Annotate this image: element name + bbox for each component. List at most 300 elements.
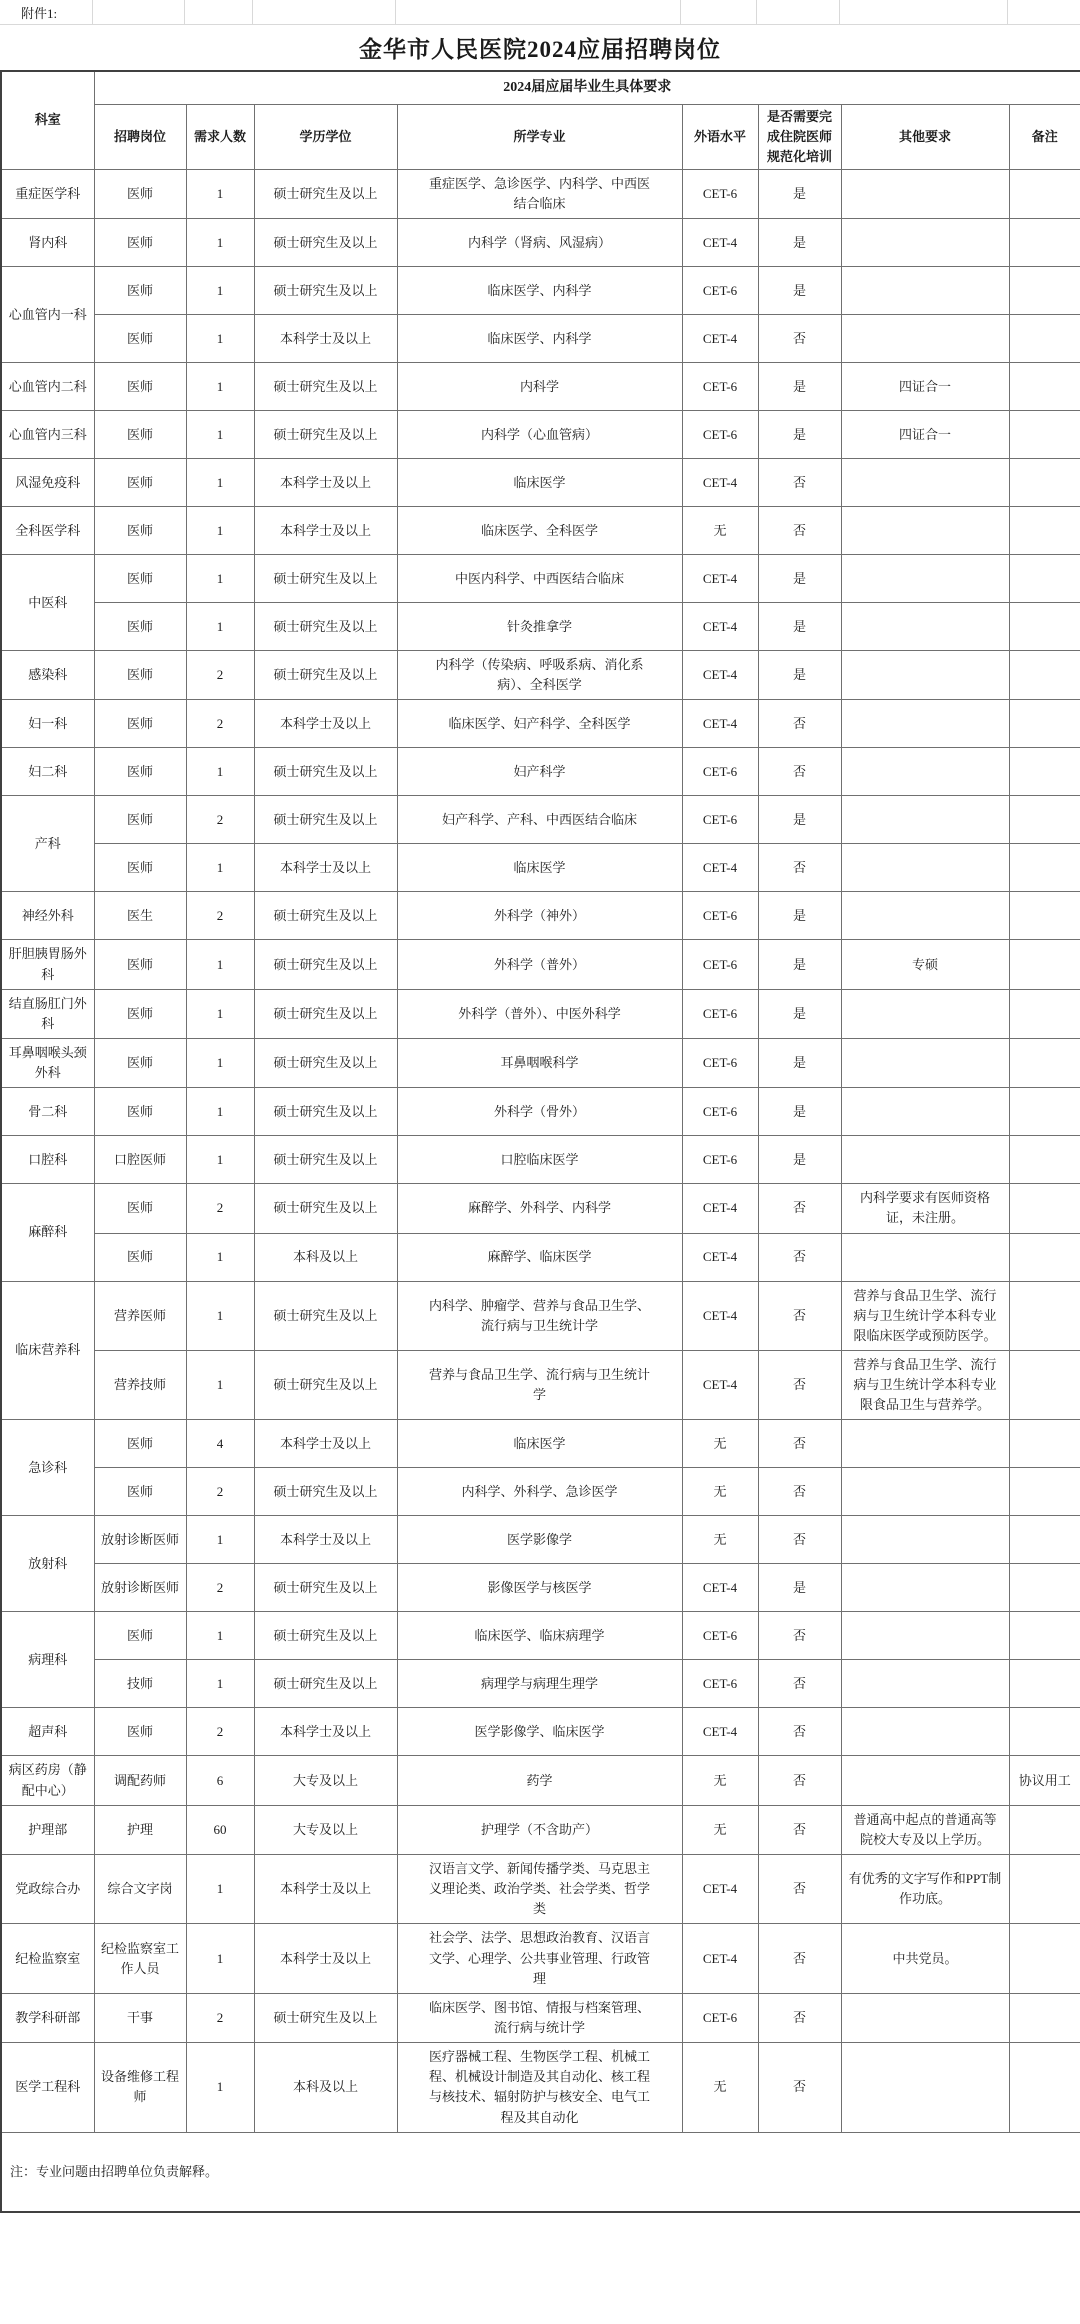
table-row	[1, 1855, 1080, 1924]
remark-cell	[1009, 1420, 1080, 1468]
count-cell: 1	[186, 1039, 254, 1088]
count-cell: 2	[186, 1564, 254, 1612]
major-cell: 临床医学、全科医学	[397, 507, 682, 555]
table-row	[1, 989, 1080, 1038]
table-row	[1, 411, 1080, 459]
language-cell: 无	[682, 1420, 758, 1468]
table-row	[1, 1184, 1080, 1233]
remark-cell	[1009, 1855, 1080, 1924]
count-cell: 2	[186, 796, 254, 844]
language-cell: CET-6	[682, 1088, 758, 1136]
major-cell: 内科学（肾病、风湿病）	[397, 219, 682, 267]
language-cell: CET-4	[682, 219, 758, 267]
other-cell	[841, 892, 1009, 940]
count-cell: 1	[186, 507, 254, 555]
position-cell: 医师	[94, 796, 186, 844]
degree-cell: 大专及以上	[254, 1805, 397, 1854]
degree-cell: 硕士研究生及以上	[254, 989, 397, 1038]
language-cell: CET-6	[682, 411, 758, 459]
degree-cell: 硕士研究生及以上	[254, 940, 397, 989]
remark-cell	[1009, 892, 1080, 940]
page-title: 金华市人民医院2024应届招聘岗位	[359, 37, 721, 62]
other-cell	[841, 844, 1009, 892]
count-cell: 1	[186, 1136, 254, 1184]
count-cell: 2	[186, 1184, 254, 1233]
dept-cell: 肾内科	[1, 219, 94, 267]
dept-cell: 风湿免疫科	[1, 459, 94, 507]
table-row	[1, 748, 1080, 796]
table-row	[1, 1756, 1080, 1805]
header-band: 2024届应届毕业生具体要求	[94, 71, 1080, 104]
position-cell: 医师	[94, 507, 186, 555]
language-cell: 无	[682, 1516, 758, 1564]
dept-cell: 医学工程科	[1, 2043, 94, 2133]
major-cell: 中医内科学、中西医结合临床	[397, 555, 682, 603]
other-cell: 普通高中起点的普通高等院校大专及以上学历。	[841, 1805, 1009, 1854]
major-cell: 针灸推拿学	[397, 603, 682, 651]
major-cell: 耳鼻咽喉科学	[397, 1039, 682, 1088]
language-cell: CET-4	[682, 1281, 758, 1350]
language-cell: CET-4	[682, 651, 758, 700]
residency-cell: 是	[758, 1039, 841, 1088]
degree-cell: 本科学士及以上	[254, 1708, 397, 1756]
major-cell: 内科学（心血管病）	[397, 411, 682, 459]
other-cell: 营养与食品卫生学、流行病与卫生统计学本科专业限临床医学或预防医学。	[841, 1281, 1009, 1350]
header-band-row	[1, 71, 1080, 104]
degree-cell: 硕士研究生及以上	[254, 1136, 397, 1184]
other-cell	[841, 1088, 1009, 1136]
degree-cell: 本科学士及以上	[254, 700, 397, 748]
remark-cell	[1009, 363, 1080, 411]
strip-cell	[396, 0, 681, 24]
dept-cell: 心血管内二科	[1, 363, 94, 411]
degree-cell: 硕士研究生及以上	[254, 1468, 397, 1516]
other-cell: 营养与食品卫生学、流行病与卫生统计学本科专业限食品卫生与营养学。	[841, 1351, 1009, 1420]
remark-cell	[1009, 1516, 1080, 1564]
count-cell: 1	[186, 1233, 254, 1281]
dept-cell: 妇一科	[1, 700, 94, 748]
position-cell: 医师	[94, 1420, 186, 1468]
dept-cell: 党政综合办	[1, 1855, 94, 1924]
residency-cell: 否	[758, 1184, 841, 1233]
language-cell: CET-4	[682, 1184, 758, 1233]
count-cell: 1	[186, 1516, 254, 1564]
degree-cell: 硕士研究生及以上	[254, 1564, 397, 1612]
residency-cell: 是	[758, 1088, 841, 1136]
language-cell: CET-4	[682, 700, 758, 748]
major-cell: 重症医学、急诊医学、内科学、中西医结合临床	[397, 169, 682, 218]
remark-cell	[1009, 507, 1080, 555]
major-cell: 外科学（普外）	[397, 940, 682, 989]
col-header-0: 招聘岗位	[94, 104, 186, 169]
remark-cell	[1009, 1708, 1080, 1756]
remark-cell	[1009, 1281, 1080, 1350]
table-row	[1, 1564, 1080, 1612]
count-cell: 2	[186, 1468, 254, 1516]
degree-cell: 硕士研究生及以上	[254, 1184, 397, 1233]
table-row	[1, 1660, 1080, 1708]
count-cell: 1	[186, 603, 254, 651]
remark-cell	[1009, 267, 1080, 315]
remark-cell	[1009, 844, 1080, 892]
residency-cell: 否	[758, 315, 841, 363]
other-cell	[841, 267, 1009, 315]
remark-cell	[1009, 1039, 1080, 1088]
remark-cell	[1009, 1233, 1080, 1281]
degree-cell: 本科学士及以上	[254, 1420, 397, 1468]
remark-cell	[1009, 1136, 1080, 1184]
position-cell: 医师	[94, 989, 186, 1038]
remark-cell	[1009, 989, 1080, 1038]
other-cell: 有优秀的文字写作和PPT制作功底。	[841, 1855, 1009, 1924]
other-cell	[841, 1516, 1009, 1564]
language-cell: 无	[682, 2043, 758, 2133]
table-row	[1, 267, 1080, 315]
remark-cell	[1009, 459, 1080, 507]
strip-cell	[757, 0, 840, 24]
other-cell	[841, 796, 1009, 844]
degree-cell: 硕士研究生及以上	[254, 219, 397, 267]
language-cell: CET-4	[682, 1351, 758, 1420]
table-body	[1, 169, 1080, 2132]
table-row	[1, 219, 1080, 267]
count-cell: 6	[186, 1756, 254, 1805]
dept-cell: 肝胆胰胃肠外科	[1, 940, 94, 989]
position-cell: 医师	[94, 363, 186, 411]
remark-cell	[1009, 1612, 1080, 1660]
residency-cell: 否	[758, 1924, 841, 1993]
residency-cell: 是	[758, 267, 841, 315]
degree-cell: 硕士研究生及以上	[254, 1281, 397, 1350]
residency-cell: 是	[758, 1564, 841, 1612]
count-cell: 1	[186, 1351, 254, 1420]
degree-cell: 本科学士及以上	[254, 315, 397, 363]
remark-cell	[1009, 1660, 1080, 1708]
table-row	[1, 651, 1080, 700]
degree-cell: 硕士研究生及以上	[254, 267, 397, 315]
remark-cell	[1009, 651, 1080, 700]
table-row	[1, 169, 1080, 218]
table-footer	[1, 2132, 1080, 2212]
position-cell: 医师	[94, 700, 186, 748]
major-cell: 病理学与病理生理学	[397, 1660, 682, 1708]
dept-cell: 耳鼻咽喉头颈外科	[1, 1039, 94, 1088]
position-cell: 护理	[94, 1805, 186, 1854]
other-cell	[841, 651, 1009, 700]
residency-cell: 是	[758, 555, 841, 603]
degree-cell: 硕士研究生及以上	[254, 1039, 397, 1088]
table-row	[1, 1136, 1080, 1184]
language-cell: CET-6	[682, 748, 758, 796]
residency-cell: 是	[758, 169, 841, 218]
table-row	[1, 1281, 1080, 1350]
major-cell: 外科学（骨外）	[397, 1088, 682, 1136]
other-cell	[841, 1564, 1009, 1612]
table-row	[1, 1088, 1080, 1136]
language-cell: CET-4	[682, 1924, 758, 1993]
residency-cell: 否	[758, 2043, 841, 2133]
degree-cell: 本科及以上	[254, 1233, 397, 1281]
residency-cell: 是	[758, 219, 841, 267]
position-cell: 放射诊断医师	[94, 1516, 186, 1564]
strip-cell	[93, 0, 185, 24]
position-cell: 放射诊断医师	[94, 1564, 186, 1612]
residency-cell: 否	[758, 700, 841, 748]
remark-cell	[1009, 1993, 1080, 2042]
other-cell: 四证合一	[841, 363, 1009, 411]
degree-cell: 硕士研究生及以上	[254, 1088, 397, 1136]
strip-cell	[840, 0, 1008, 24]
major-cell: 内科学、肿瘤学、营养与食品卫生学、流行病与卫生统计学	[397, 1281, 682, 1350]
position-cell: 医师	[94, 315, 186, 363]
count-cell: 1	[186, 2043, 254, 2133]
language-cell: CET-6	[682, 940, 758, 989]
position-cell: 医师	[94, 1184, 186, 1233]
residency-cell: 是	[758, 363, 841, 411]
language-cell: CET-6	[682, 267, 758, 315]
attachment-label: 附件1:	[0, 0, 93, 24]
language-cell: CET-4	[682, 315, 758, 363]
dept-cell: 重症医学科	[1, 169, 94, 218]
position-cell: 医师	[94, 1468, 186, 1516]
remark-cell	[1009, 1088, 1080, 1136]
other-cell	[841, 169, 1009, 218]
residency-cell: 否	[758, 1351, 841, 1420]
major-cell: 医疗器械工程、生物医学工程、机械工程、机械设计制造及其自动化、核工程与核技术、辐射防护与核安全、电气工程及其自动化	[397, 2043, 682, 2133]
other-cell	[841, 1708, 1009, 1756]
column-header-row	[1, 104, 1080, 169]
residency-cell: 否	[758, 1855, 841, 1924]
position-cell: 口腔医师	[94, 1136, 186, 1184]
position-cell: 医师	[94, 651, 186, 700]
residency-cell: 否	[758, 1805, 841, 1854]
remark-cell	[1009, 169, 1080, 218]
dept-cell: 骨二科	[1, 1088, 94, 1136]
col-header-3: 所学专业	[397, 104, 682, 169]
dept-cell: 口腔科	[1, 1136, 94, 1184]
residency-cell: 否	[758, 1516, 841, 1564]
degree-cell: 硕士研究生及以上	[254, 748, 397, 796]
strip-cell	[681, 0, 757, 24]
count-cell: 1	[186, 748, 254, 796]
table-row	[1, 507, 1080, 555]
position-cell: 医师	[94, 940, 186, 989]
table-row	[1, 555, 1080, 603]
remark-cell	[1009, 555, 1080, 603]
dept-cell: 神经外科	[1, 892, 94, 940]
table-row	[1, 1233, 1080, 1281]
degree-cell: 硕士研究生及以上	[254, 169, 397, 218]
table-row	[1, 1708, 1080, 1756]
count-cell: 2	[186, 1708, 254, 1756]
position-cell: 技师	[94, 1660, 186, 1708]
degree-cell: 硕士研究生及以上	[254, 796, 397, 844]
major-cell: 临床医学、临床病理学	[397, 1612, 682, 1660]
table-header	[1, 71, 1080, 169]
position-cell: 医师	[94, 1088, 186, 1136]
table-row	[1, 1039, 1080, 1088]
residency-cell: 是	[758, 411, 841, 459]
col-header-7: 备注	[1009, 104, 1080, 169]
table-row	[1, 1924, 1080, 1993]
position-cell: 干事	[94, 1993, 186, 2042]
residency-cell: 是	[758, 603, 841, 651]
dept-cell: 急诊科	[1, 1420, 94, 1516]
position-cell: 营养技师	[94, 1351, 186, 1420]
language-cell: 无	[682, 1805, 758, 1854]
language-cell: CET-4	[682, 555, 758, 603]
residency-cell: 否	[758, 1756, 841, 1805]
count-cell: 1	[186, 1281, 254, 1350]
other-cell	[841, 1756, 1009, 1805]
position-cell: 医师	[94, 555, 186, 603]
other-cell	[841, 1660, 1009, 1708]
residency-cell: 否	[758, 459, 841, 507]
degree-cell: 硕士研究生及以上	[254, 555, 397, 603]
other-cell	[841, 2043, 1009, 2133]
residency-cell: 是	[758, 651, 841, 700]
major-cell: 麻醉学、外科学、内科学	[397, 1184, 682, 1233]
major-cell: 护理学（不含助产）	[397, 1805, 682, 1854]
degree-cell: 硕士研究生及以上	[254, 363, 397, 411]
top-strip	[0, 0, 1080, 25]
major-cell: 口腔临床医学	[397, 1136, 682, 1184]
major-cell: 妇产科学	[397, 748, 682, 796]
residency-cell: 否	[758, 1993, 841, 2042]
count-cell: 1	[186, 315, 254, 363]
col-header-4: 外语水平	[682, 104, 758, 169]
degree-cell: 本科学士及以上	[254, 459, 397, 507]
table-row	[1, 1805, 1080, 1854]
major-cell: 临床医学	[397, 459, 682, 507]
other-cell: 内科学要求有医师资格证，未注册。	[841, 1184, 1009, 1233]
residency-cell: 是	[758, 892, 841, 940]
other-cell	[841, 507, 1009, 555]
degree-cell: 硕士研究生及以上	[254, 651, 397, 700]
language-cell: CET-6	[682, 989, 758, 1038]
major-cell: 妇产科学、产科、中西医结合临床	[397, 796, 682, 844]
position-cell: 医师	[94, 267, 186, 315]
recruitment-table	[0, 70, 1080, 2213]
remark-cell	[1009, 219, 1080, 267]
residency-cell: 是	[758, 796, 841, 844]
strip-cell	[253, 0, 396, 24]
major-cell: 医学影像学、临床医学	[397, 1708, 682, 1756]
residency-cell: 否	[758, 844, 841, 892]
other-cell	[841, 555, 1009, 603]
degree-cell: 硕士研究生及以上	[254, 603, 397, 651]
count-cell: 1	[186, 1612, 254, 1660]
position-cell: 医师	[94, 844, 186, 892]
language-cell: CET-4	[682, 1564, 758, 1612]
table-row	[1, 892, 1080, 940]
other-cell: 中共党员。	[841, 1924, 1009, 1993]
remark-cell	[1009, 315, 1080, 363]
remark-cell	[1009, 700, 1080, 748]
remark-cell	[1009, 748, 1080, 796]
major-cell: 外科学（普外）、中医外科学	[397, 989, 682, 1038]
language-cell: 无	[682, 1756, 758, 1805]
major-cell: 临床医学	[397, 844, 682, 892]
degree-cell: 本科学士及以上	[254, 1924, 397, 1993]
major-cell: 社会学、法学、思想政治教育、汉语言文学、心理学、公共事业管理、行政管理	[397, 1924, 682, 1993]
col-header-2: 学历学位	[254, 104, 397, 169]
language-cell: CET-4	[682, 844, 758, 892]
other-cell: 四证合一	[841, 411, 1009, 459]
table-row	[1, 940, 1080, 989]
major-cell: 医学影像学	[397, 1516, 682, 1564]
other-cell	[841, 700, 1009, 748]
major-cell: 内科学、外科学、急诊医学	[397, 1468, 682, 1516]
table-row	[1, 315, 1080, 363]
language-cell: CET-6	[682, 1612, 758, 1660]
degree-cell: 硕士研究生及以上	[254, 1612, 397, 1660]
major-cell: 营养与食品卫生学、流行病与卫生统计学	[397, 1351, 682, 1420]
other-cell	[841, 1612, 1009, 1660]
dept-cell: 临床营养科	[1, 1281, 94, 1420]
other-cell	[841, 459, 1009, 507]
table-row	[1, 459, 1080, 507]
residency-cell: 否	[758, 1612, 841, 1660]
table-row	[1, 1993, 1080, 2042]
language-cell: CET-4	[682, 1855, 758, 1924]
table-row	[1, 1612, 1080, 1660]
remark-cell	[1009, 411, 1080, 459]
dept-cell: 病区药房（静配中心）	[1, 1756, 94, 1805]
count-cell: 1	[186, 459, 254, 507]
remark-cell	[1009, 2043, 1080, 2133]
table-row	[1, 844, 1080, 892]
position-cell: 医师	[94, 1039, 186, 1088]
remark-cell	[1009, 603, 1080, 651]
residency-cell: 否	[758, 1281, 841, 1350]
dept-cell: 护理部	[1, 1805, 94, 1854]
major-cell: 临床医学	[397, 1420, 682, 1468]
count-cell: 1	[186, 169, 254, 218]
count-cell: 2	[186, 700, 254, 748]
residency-cell: 否	[758, 507, 841, 555]
table-row	[1, 2043, 1080, 2133]
dept-cell: 超声科	[1, 1708, 94, 1756]
language-cell: 无	[682, 507, 758, 555]
degree-cell: 硕士研究生及以上	[254, 1993, 397, 2042]
language-cell: CET-6	[682, 796, 758, 844]
position-cell: 医师	[94, 169, 186, 218]
count-cell: 1	[186, 1855, 254, 1924]
residency-cell: 否	[758, 748, 841, 796]
count-cell: 1	[186, 940, 254, 989]
major-cell: 内科学（传染病、呼吸系病、消化系病）、全科医学	[397, 651, 682, 700]
other-cell	[841, 603, 1009, 651]
remark-cell: 协议用工	[1009, 1756, 1080, 1805]
residency-cell: 否	[758, 1468, 841, 1516]
degree-cell: 硕士研究生及以上	[254, 411, 397, 459]
language-cell: CET-4	[682, 1233, 758, 1281]
residency-cell: 是	[758, 1136, 841, 1184]
count-cell: 4	[186, 1420, 254, 1468]
other-cell	[841, 748, 1009, 796]
position-cell: 医师	[94, 219, 186, 267]
count-cell: 60	[186, 1805, 254, 1854]
col-header-1: 需求人数	[186, 104, 254, 169]
remark-cell	[1009, 796, 1080, 844]
other-cell: 专硕	[841, 940, 1009, 989]
language-cell: CET-4	[682, 1708, 758, 1756]
count-cell: 1	[186, 219, 254, 267]
position-cell: 医师	[94, 459, 186, 507]
dept-cell: 中医科	[1, 555, 94, 651]
strip-cell	[1008, 0, 1080, 24]
